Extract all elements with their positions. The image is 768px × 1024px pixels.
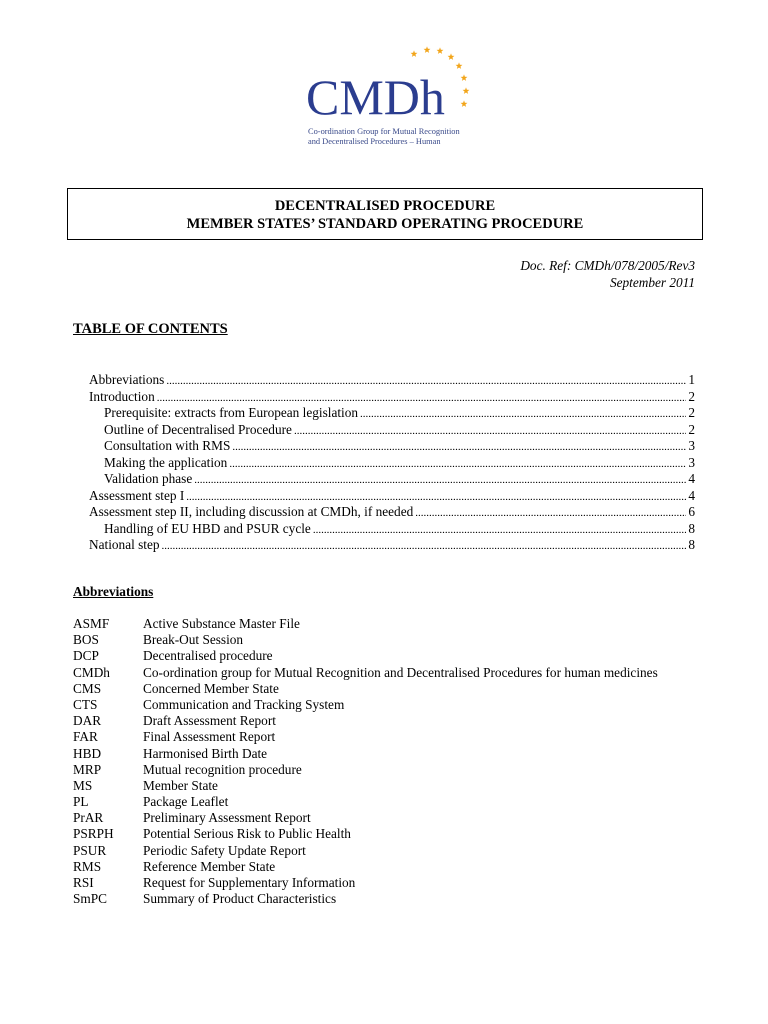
abbreviation-code: BOS <box>73 632 99 648</box>
abbreviation-meaning: Mutual recognition procedure <box>143 761 302 777</box>
abbreviation-row <box>73 729 658 745</box>
abbreviation-meaning: Break-Out Session <box>143 632 244 648</box>
toc-dot-leader <box>294 423 686 440</box>
abbreviation-code: PrAR <box>73 810 104 826</box>
cmdh-logo <box>290 42 490 162</box>
abbreviation-row <box>73 762 658 778</box>
star-icon <box>424 46 431 53</box>
abbreviation-row <box>73 859 658 875</box>
abbreviation-row <box>73 891 658 907</box>
toc-entry-label: Assessment step I <box>89 487 185 503</box>
abbreviation-meaning: Final Assessment Report <box>143 729 276 745</box>
toc-entry-page: 2 <box>688 405 695 420</box>
toc-dot-leader <box>415 505 686 522</box>
star-icon <box>461 100 468 107</box>
toc-entry[interactable] <box>89 471 695 488</box>
document-title-box <box>67 188 703 240</box>
abbreviations-list <box>73 616 658 907</box>
toc-entry-label: Introduction <box>89 388 155 404</box>
toc-entry[interactable] <box>89 405 695 422</box>
logo-wordmark: CMDh <box>306 69 445 125</box>
toc-dot-leader <box>232 439 686 456</box>
document-date: September 2011 <box>609 275 695 290</box>
abbreviation-row <box>73 713 658 729</box>
toc-dot-leader <box>162 538 687 555</box>
abbreviation-meaning: Summary of Product Characteristics <box>143 891 337 907</box>
abbreviation-meaning: Package Leaflet <box>143 794 229 810</box>
abbreviation-meaning: Communication and Tracking System <box>143 696 345 712</box>
star-icon <box>463 87 470 94</box>
toc-entry-label: Validation phase <box>104 471 193 486</box>
toc-entry[interactable] <box>89 488 695 505</box>
toc-heading: TABLE OF CONTENTS <box>73 321 228 337</box>
abbreviation-row <box>73 616 658 632</box>
abbreviations-heading: Abbreviations <box>73 584 154 599</box>
star-icon <box>448 53 455 60</box>
abbreviation-code: HBD <box>73 745 102 761</box>
abbreviation-code: PL <box>73 794 89 810</box>
abbreviation-row <box>73 875 658 891</box>
toc-entry-page: 3 <box>688 454 695 470</box>
toc-dot-leader <box>186 489 686 506</box>
abbreviation-code: ASMF <box>73 616 110 631</box>
abbreviation-meaning: Periodic Safety Update Report <box>143 842 306 858</box>
toc-entry-label: Consultation with RMS <box>104 438 231 453</box>
document-title-line1: DECENTRALISED PROCEDURE <box>274 198 496 214</box>
toc-entry-page: 2 <box>688 388 695 404</box>
abbreviation-meaning: Active Substance Master File <box>143 616 300 631</box>
abbreviation-row <box>73 632 658 648</box>
abbreviation-code: FAR <box>73 729 98 745</box>
toc-entry-page: 8 <box>688 520 695 536</box>
toc-entry[interactable] <box>89 422 695 439</box>
abbreviation-meaning: Reference Member State <box>143 858 276 874</box>
document-title-line2: MEMBER STATES’ STANDARD OPERATING PROCEDURE <box>186 216 584 232</box>
toc-dot-leader <box>157 390 687 407</box>
abbreviation-row <box>73 826 658 842</box>
cmdh-logo-graphic <box>290 42 490 162</box>
logo-tagline-line2: and Decentralised Procedures – Human <box>308 137 441 146</box>
abbreviation-row <box>73 843 658 859</box>
abbreviation-row <box>73 778 658 794</box>
toc-dot-leader <box>313 522 687 539</box>
toc-dot-leader <box>360 406 686 423</box>
toc-entry[interactable] <box>89 521 695 538</box>
abbreviation-code: DAR <box>73 713 102 729</box>
abbreviation-code: RSI <box>73 875 94 890</box>
document-ref-number: Doc. Ref: CMDh/078/2005/Rev3 <box>520 258 695 273</box>
abbreviation-code: DCP <box>73 648 99 664</box>
logo-tagline-line1: Co-ordination Group for Mutual Recognition <box>308 127 460 136</box>
abbreviation-code: CMS <box>73 680 102 696</box>
star-icon <box>437 47 444 54</box>
star-icon <box>461 74 468 81</box>
toc-entry-label: Abbreviations <box>89 372 165 387</box>
toc-entry-label: Assessment step II, including discussion at CMDh, if needed <box>89 504 414 519</box>
toc-entry-page: 8 <box>688 537 695 552</box>
abbreviation-meaning: Member State <box>143 777 218 793</box>
toc-entry-page: 4 <box>688 471 695 486</box>
toc-entry-label: Handling of EU HBD and PSUR cycle <box>104 520 311 536</box>
abbreviation-row <box>73 697 658 713</box>
table-of-contents <box>89 372 695 554</box>
abbreviation-meaning: Decentralised procedure <box>143 648 273 664</box>
abbreviation-meaning: Harmonised Birth Date <box>143 745 268 761</box>
abbreviation-meaning: Co-ordination group for Mutual Recognition and Decentralised Procedures for human medicines <box>143 664 658 680</box>
abbreviation-row <box>73 810 658 826</box>
abbreviation-meaning: Potential Serious Risk to Public Health <box>143 826 351 842</box>
toc-entry-page: 4 <box>688 487 695 503</box>
toc-entry[interactable] <box>89 438 695 455</box>
abbreviation-row <box>73 648 658 664</box>
abbreviation-row <box>73 665 658 681</box>
toc-entry[interactable] <box>89 537 695 554</box>
abbreviation-meaning: Preliminary Assessment Report <box>143 810 311 826</box>
abbreviation-code: PSRPH <box>73 826 114 842</box>
abbreviation-code: RMS <box>73 858 102 874</box>
abbreviation-meaning: Concerned Member State <box>143 680 279 696</box>
abbreviation-code: MS <box>73 777 93 793</box>
document-reference <box>520 257 695 291</box>
abbreviation-row <box>73 681 658 697</box>
toc-entry-page: 1 <box>688 372 695 387</box>
toc-entry-label: Prerequisite: extracts from European legislation <box>104 405 359 420</box>
toc-dot-leader <box>194 472 686 489</box>
toc-entry-label: National step <box>89 537 160 552</box>
abbreviation-meaning: Draft Assessment Report <box>143 713 276 729</box>
toc-entry[interactable] <box>89 372 695 389</box>
toc-dot-leader <box>166 373 686 390</box>
toc-entry-label: Making the application <box>104 454 228 470</box>
toc-entry-page: 3 <box>688 438 695 453</box>
toc-entry-page: 6 <box>688 504 695 519</box>
toc-entry[interactable] <box>89 389 695 406</box>
abbreviation-code: MRP <box>73 761 102 777</box>
abbreviation-meaning: Request for Supplementary Information <box>143 875 356 890</box>
abbreviation-row <box>73 746 658 762</box>
abbreviation-code: SmPC <box>73 891 108 907</box>
toc-entry-page: 2 <box>688 421 695 437</box>
abbreviation-code: CTS <box>73 696 98 712</box>
abbreviation-code: PSUR <box>73 842 107 858</box>
toc-entry[interactable] <box>89 504 695 521</box>
abbreviation-code: CMDh <box>73 664 110 680</box>
star-icon <box>411 50 418 57</box>
toc-entry-label: Outline of Decentralised Procedure <box>104 421 292 437</box>
toc-dot-leader <box>229 456 686 473</box>
toc-entry[interactable] <box>89 455 695 472</box>
star-icon <box>456 62 463 69</box>
abbreviation-row <box>73 794 658 810</box>
